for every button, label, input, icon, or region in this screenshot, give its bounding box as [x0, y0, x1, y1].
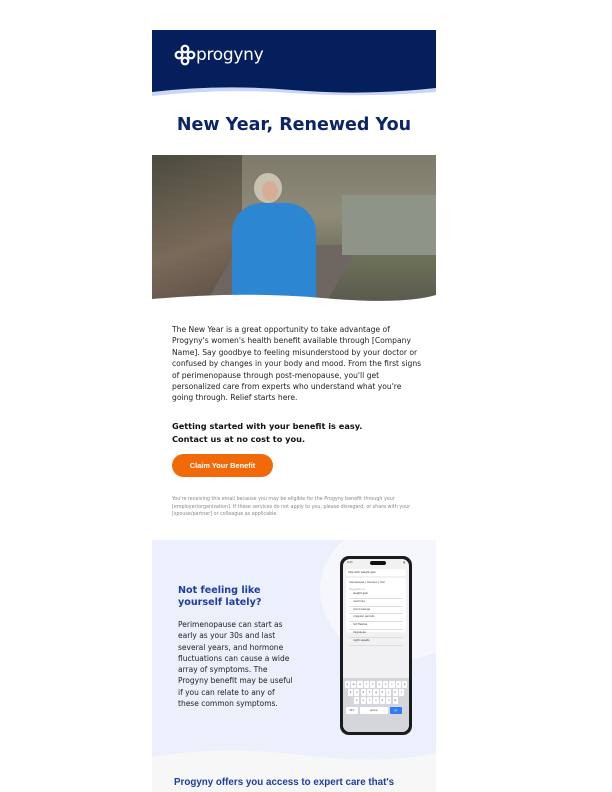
- symptom-suggestion[interactable]: night sweats: [349, 638, 403, 646]
- num-key: 123: [346, 707, 358, 714]
- phone-keyboard: [343, 678, 409, 732]
- key: g: [375, 690, 377, 694]
- key: d: [362, 690, 365, 694]
- symptoms-section: [152, 540, 436, 792]
- phone-mockup: 9:41 ▮ help with weight gain menopause | menopo | mer Suggestions weight gain insomnia mood swings irregular periods hot flashes migraines night sweats q w e r t y u i o p a s d f g h j k l z x c v b n m 123 space go: [340, 556, 412, 735]
- key: z: [356, 698, 358, 702]
- fineprint: You're receiving this email because you may be eligible for the Progyny benefit through your [employer/organization]. If these services do not apply to you, please disregard, or share with your [spouse/partner] or colleague as applicable.: [172, 497, 411, 518]
- progyny-logo-icon: [174, 44, 196, 66]
- cta-text: [172, 420, 362, 446]
- next-section-heading: Progyny offers you access to expert care that's: [174, 777, 395, 788]
- phone-time: 9:41: [347, 561, 353, 564]
- phone-card: menopause | menopo | mer: [349, 581, 386, 584]
- key: a: [349, 690, 352, 694]
- wave-divider: [152, 82, 436, 100]
- page-title: New Year, Renewed You: [176, 115, 412, 135]
- progyny-logo[interactable]: [174, 44, 263, 66]
- header-banner: [152, 30, 436, 96]
- key: t: [370, 681, 375, 688]
- key: y: [378, 682, 380, 686]
- email-column: [152, 0, 436, 792]
- key: w: [352, 682, 355, 686]
- key: u: [384, 682, 387, 686]
- logo-text: progyny: [196, 45, 264, 65]
- symptoms-text: Perimenopause can start as early as your 30s and last several years, and hormone fluctuations can cause a wide array of symptoms. The Progyny benefit may be useful if you can relate to any of these common symptoms.: [178, 620, 293, 709]
- cta-line-2: Contact us at no cost to you.: [172, 434, 306, 444]
- intro-paragraph: The New Year is a great opportunity to take advantage of Progyny's women's health benefit available through [Company Name]. Say goodbye to feeling misunderstood by your doctor or confused by changes in your body and mood. From the first signs of perimenopause through post-menopause, you'll get personalized care from experts who understand what you're going through. Relief starts here.: [172, 325, 422, 403]
- key: x: [362, 698, 364, 702]
- space-key: space: [360, 707, 388, 714]
- key: n: [387, 698, 390, 702]
- key: m: [393, 698, 397, 702]
- key: b: [381, 698, 384, 702]
- key: r: [364, 681, 369, 688]
- suggestions-label: Suggestions: [349, 588, 365, 591]
- key: v: [375, 698, 377, 702]
- key: c: [368, 698, 371, 702]
- key: s: [356, 690, 358, 694]
- key: f: [367, 689, 372, 696]
- phone-search-text: help with weight gain: [348, 571, 376, 574]
- key: p: [403, 682, 406, 686]
- hero-photo: [152, 155, 436, 303]
- key: e: [359, 682, 361, 686]
- symptom-suggestion[interactable]: migraines: [349, 630, 403, 638]
- claim-benefit-button[interactable]: Claim Your Benefit: [172, 454, 273, 477]
- go-key: go: [390, 707, 402, 714]
- cta-line-1: Getting started with your benefit is easy.: [172, 421, 363, 431]
- key: j: [386, 689, 391, 696]
- symptom-suggestion[interactable]: irregular periods: [349, 614, 403, 622]
- key: l: [399, 689, 404, 696]
- key: k: [394, 690, 396, 694]
- key: o: [397, 682, 400, 686]
- phone-search-bar: [346, 569, 406, 576]
- symptom-suggestion[interactable]: hot flashes: [349, 622, 403, 630]
- symptom-suggestion[interactable]: insomnia: [349, 599, 403, 607]
- key: i: [389, 681, 394, 688]
- symptom-suggestion[interactable]: weight gain: [349, 591, 403, 599]
- symptoms-heading: Not feeling like yourself lately?: [178, 585, 262, 608]
- key: q: [346, 682, 349, 686]
- key: h: [381, 690, 384, 694]
- symptom-suggestion[interactable]: mood swings: [349, 607, 403, 615]
